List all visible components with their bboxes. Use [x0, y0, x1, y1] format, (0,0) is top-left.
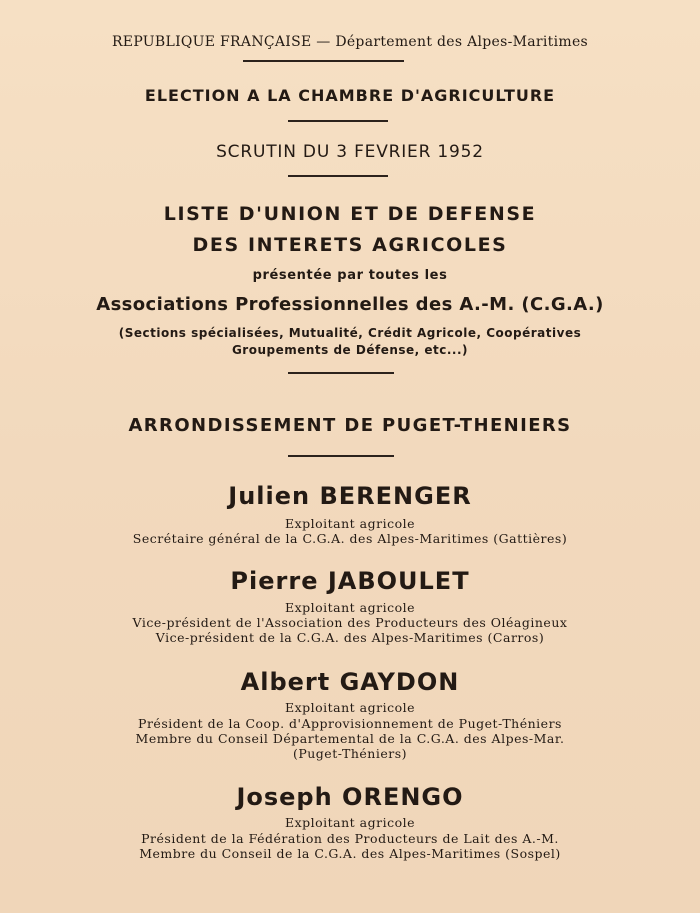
divider — [243, 60, 404, 62]
list-title-line-2: DES INTERETS AGRICOLES — [192, 234, 508, 256]
candidate-detail: Exploitant agricole — [284, 516, 416, 531]
candidate-detail: Membre du Conseil Départemental de la C.G.A. des Alpes-Mar. — [135, 731, 565, 746]
associations-heading: Associations Professionnelles des A.-M. (C.G.A.) — [96, 294, 604, 315]
divider — [288, 372, 394, 374]
republic-header: REPUBLIQUE FRANÇAISE — Département des Alpes-Maritimes — [111, 34, 589, 50]
candidate-detail: Membre du Conseil de la C.G.A. des Alpes-Maritimes (Sospel) — [139, 846, 561, 861]
candidate-name: Joseph ORENGO — [236, 783, 464, 811]
candidate-detail: Secrétaire général de la C.G.A. des Alpes-Maritimes (Gattières) — [132, 531, 568, 546]
candidate-detail: Vice-président de l'Association des Producteurs des Oléagineux — [132, 615, 568, 630]
candidate-detail: Président de la Fédération des Producteurs de Lait des A.-M. — [141, 831, 559, 846]
divider — [288, 120, 388, 122]
candidate-detail: Exploitant agricole — [284, 815, 416, 830]
candidate-name: Pierre JABOULET — [230, 567, 470, 595]
list-title-line-1: LISTE D'UNION ET DE DEFENSE — [163, 203, 537, 225]
scrutin-date: SCRUTIN DU 3 FEVRIER 1952 — [216, 142, 484, 162]
candidate-detail: (Puget-Théniers) — [292, 746, 408, 761]
candidate-detail: Vice-président de la C.G.A. des Alpes-Maritimes (Carros) — [155, 630, 545, 645]
election-title: ELECTION A LA CHAMBRE D'AGRICULTURE — [144, 86, 556, 105]
candidate-name: Julien BERENGER — [228, 482, 472, 510]
candidate-detail: Président de la Coop. d'Approvisionnement de Puget-Théniers — [138, 716, 562, 731]
divider — [288, 455, 394, 457]
arrondissement-title: ARRONDISSEMENT DE PUGET-THENIERS — [128, 415, 572, 436]
candidate-detail: Exploitant agricole — [284, 700, 416, 715]
sections-line-1: (Sections spécialisées, Mutualité, Crédit Agricole, Coopératives — [118, 326, 582, 340]
candidate-detail: Exploitant agricole — [284, 600, 416, 615]
presented-by: présentée par toutes les — [252, 268, 448, 283]
divider — [288, 175, 388, 177]
candidate-name: Albert GAYDON — [240, 668, 460, 696]
sections-line-2: Groupements de Défense, etc...) — [231, 343, 469, 357]
